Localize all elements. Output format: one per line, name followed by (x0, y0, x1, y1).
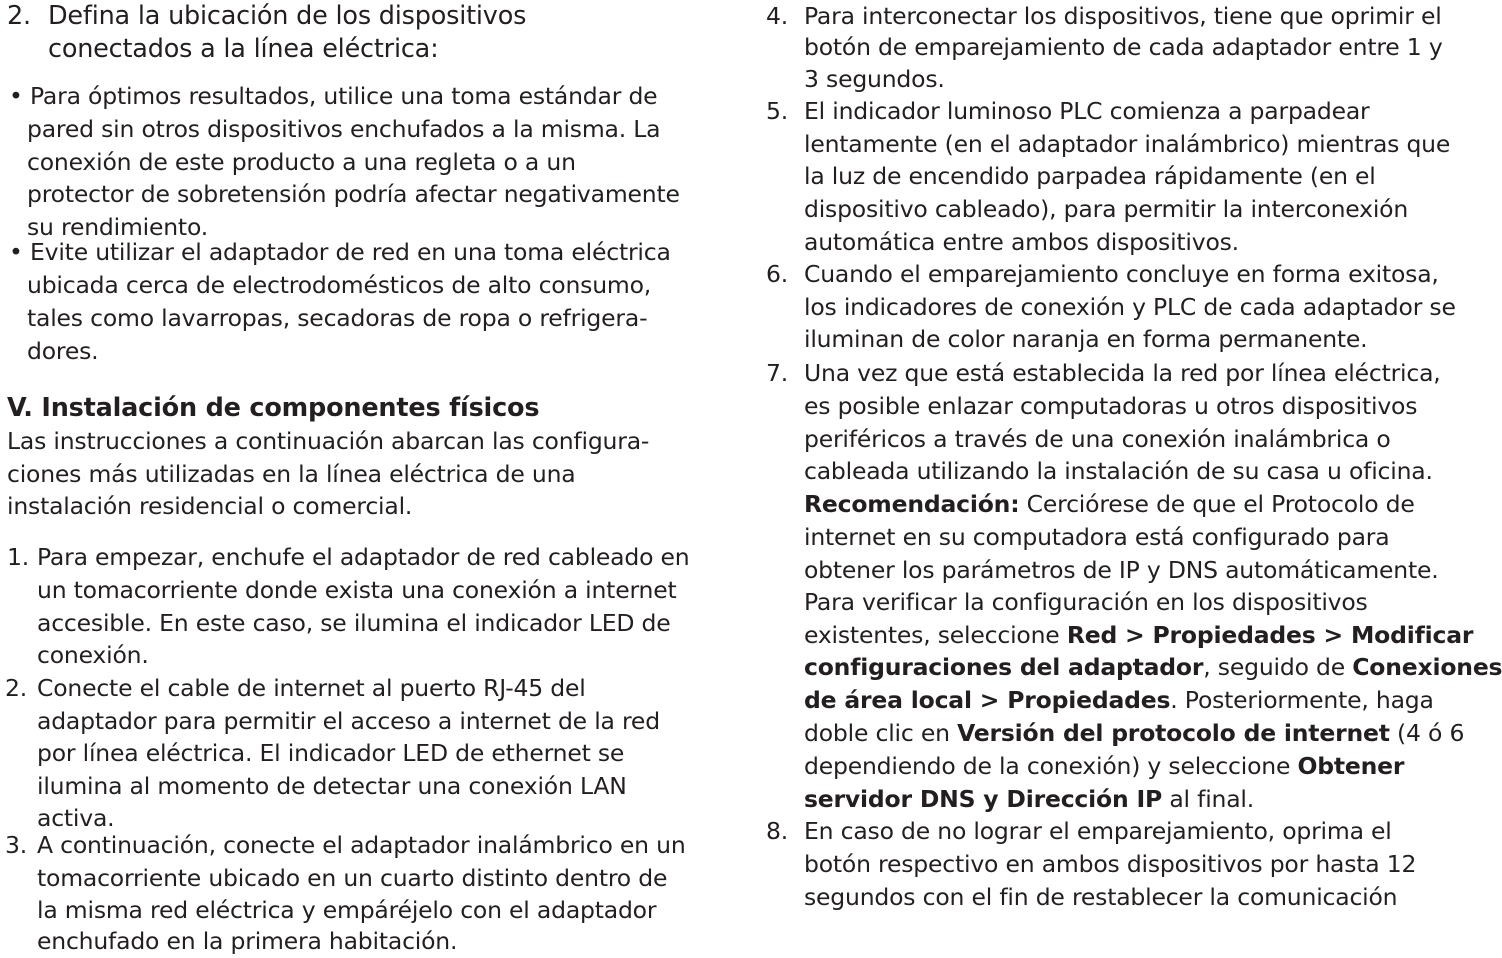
item5-line: El indicador luminoso PLC comienza a parpadear (804, 97, 1370, 125)
intro-line: Las instrucciones a continuación abarcan las configura- (7, 427, 650, 455)
bullet-dot: • (9, 82, 23, 110)
item7-line: es posible enlazar computadoras u otros dispositivos (804, 392, 1418, 420)
bullet1-line: pared sin otros dispositivos enchufados a la misma. La (27, 115, 661, 143)
item3-number: 3. (5, 831, 28, 859)
bullet1-line: Para óptimos resultados, utilice una toma estándar de (30, 82, 658, 110)
bullet-dot: • (9, 238, 23, 266)
item1-line: Para empezar, enchufe el adaptador de red cableado en (37, 543, 690, 571)
item7-line: dependiendo de la conexión) y seleccione Obtener (804, 752, 1405, 780)
item7-line: Para verificar la configuración en los dispositivos (804, 588, 1368, 616)
item8-line: En caso de no lograr el emparejamiento, oprima el (804, 817, 1392, 845)
item1-number: 1. (7, 543, 30, 571)
item8-number: 8. (766, 817, 789, 845)
menu-path: Conexiones (1352, 653, 1502, 681)
item7-line: obtener los parámetros de IP y DNS automáticamente. (804, 556, 1439, 584)
item2-line: ilumina al momento de detectar una conexión LAN (37, 772, 627, 800)
bullet1-line: conexión de este producto a una regleta o a un (27, 148, 576, 176)
item4-line: Para interconectar los dispositivos, tiene que oprimir el (804, 2, 1442, 30)
item4-line: botón de emparejamiento de cada adaptador entre 1 y (804, 33, 1443, 61)
item7-line: de área local > Propiedades. Posteriormente, haga (804, 686, 1434, 714)
item7-line: internet en su computadora está configurado para (804, 523, 1390, 551)
item7-number: 7. (766, 359, 789, 387)
bullet1-line: su rendimiento. (27, 213, 208, 241)
menu-path: de área local > Propiedades (804, 686, 1171, 714)
section-title: V. Instalación de componentes físicos (7, 393, 540, 423)
bullet2-line: tales como lavarropas, secadoras de ropa o refrigera- (27, 304, 648, 332)
item4-number: 4. (766, 2, 789, 30)
menu-path: Obtener (1297, 752, 1405, 780)
item7-line: existentes, seleccione Red > Propiedades > Modificar (804, 621, 1474, 649)
bullet2-line: Evite utilizar el adaptador de red en una toma eléctrica (30, 238, 671, 266)
item1-line: un tomacorriente donde exista una conexión a internet (37, 576, 677, 604)
step2-title-line1: Defina la ubicación de los dispositivos (48, 1, 527, 31)
bullet2-line: ubicada cerca de electrodomésticos de alto consumo, (27, 271, 652, 299)
step2-title-line2: conectados a la línea eléctrica: (48, 34, 439, 64)
item7-line: Una vez que está establecida la red por línea eléctrica, (804, 359, 1441, 387)
item2-line: adaptador para permitir el acceso a internet de la red (37, 707, 660, 735)
item5-line: la luz de encendido parpadea rápidamente (en el (804, 162, 1376, 190)
item7-line: Recomendación: Cerciórese de que el Protocolo de (804, 490, 1415, 518)
item3-line: la misma red eléctrica y empáréjelo con el adaptador (37, 896, 657, 924)
step2-number: 2. (7, 1, 31, 31)
menu-path: servidor DNS y Dirección IP (804, 785, 1163, 813)
item2-line: por línea eléctrica. El indicador LED de ethernet se (37, 739, 625, 767)
item5-line: dispositivo cableado), para permitir la interconexión (804, 195, 1409, 223)
item6-line: los indicadores de conexión y PLC de cada adaptador se (804, 293, 1456, 321)
item2-number: 2. (5, 674, 28, 702)
item7-line: configuraciones del adaptador, seguido de Conexiones (804, 653, 1502, 681)
item8-line: botón respectivo en ambos dispositivos por hasta 12 (804, 850, 1417, 878)
item8-line: segundos con el fin de restablecer la comunicación (804, 883, 1398, 911)
intro-line: ciones más utilizadas en la línea eléctrica de una (7, 460, 576, 488)
item7-line: servidor DNS y Dirección IP al final. (804, 785, 1255, 813)
item6-number: 6. (766, 260, 789, 288)
item7-line: doble clic en Versión del protocolo de internet (4 ó 6 (804, 719, 1465, 747)
item5-line: lentamente (en el adaptador inalámbrico) mientras que (804, 130, 1451, 158)
item4-line: 3 segundos. (804, 65, 945, 93)
item7-line: periféricos a través de una conexión inalámbrica o (804, 425, 1391, 453)
item2-line: Conecte el cable de internet al puerto RJ-45 del (37, 674, 586, 702)
item5-number: 5. (766, 97, 789, 125)
item7-line: cableada utilizando la instalación de su casa u oficina. (804, 457, 1433, 485)
bullet1-line: protector de sobretensión podría afectar negativamente (27, 180, 680, 208)
item1-line: conexión. (37, 641, 149, 669)
menu-path: configuraciones del adaptador (804, 653, 1204, 681)
item3-line: A continuación, conecte el adaptador inalámbrico en un (37, 831, 686, 859)
item1-line: accesible. En este caso, se ilumina el indicador LED de (37, 609, 671, 637)
menu-path: Versión del protocolo de internet (957, 719, 1390, 747)
bullet2-line: dores. (27, 337, 99, 365)
item2-line: activa. (37, 804, 115, 832)
item5-line: automática entre ambos dispositivos. (804, 228, 1239, 256)
item6-line: Cuando el emparejamiento concluye en forma exitosa, (804, 260, 1439, 288)
item6-line: iluminan de color naranja en forma permanente. (804, 325, 1368, 353)
recommendation-label: Recomendación: (804, 490, 1020, 518)
menu-path: Red > Propiedades > Modificar (1066, 621, 1474, 649)
item3-line: tomacorriente ubicado en un cuarto distinto dentro de (37, 864, 668, 892)
intro-line: instalación residencial o comercial. (7, 492, 413, 520)
item3-line: enchufado en la primera habitación. (37, 927, 458, 955)
